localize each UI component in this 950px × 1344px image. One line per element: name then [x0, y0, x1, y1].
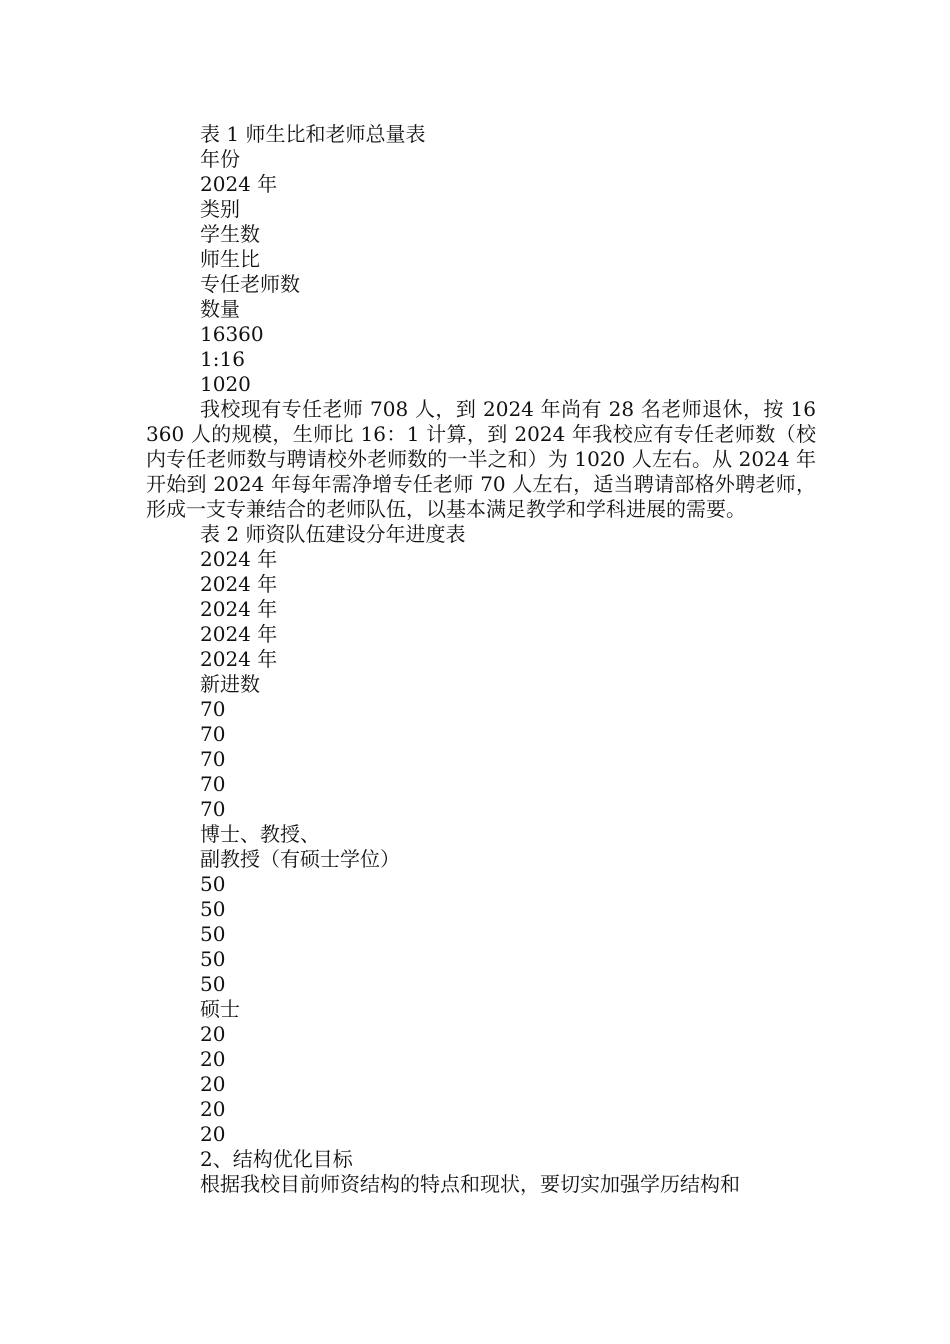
table2-doctor-label-cont: 副教授（有硕士学位） — [200, 847, 400, 871]
section-heading: 2、结构优化目标 — [200, 1147, 353, 1171]
table2-doctor-value: 50 — [200, 872, 226, 896]
table2-new-value: 70 — [200, 797, 226, 821]
table1-cell-teachers-value: 1020 — [200, 372, 251, 396]
table2-master-value: 20 — [200, 1097, 226, 1121]
table1-title: 表 1 师生比和老师总量表 — [200, 122, 426, 146]
table2-master-value: 20 — [200, 1022, 226, 1046]
table2-master-value: 20 — [200, 1047, 226, 1071]
table2-new-value: 70 — [200, 747, 226, 771]
table2-title: 表 2 师资队伍建设分年进度表 — [200, 522, 466, 546]
paragraph-teacher-plan: 我校现有专任老师 708 人，到 2024 年尚有 28 名老师退休，按 16360 人的规模，生师比 16：1 计算，到 2024 年我校应有专任老师数（校内专任老师数与聘请校外老师数的一半之和）为 1020 人左右。从 2024 年开始到 2024 年每年需净增专任老师 70 人左右，适当聘请部格外聘老师，形成一支专兼结合的老师队伍，以基本满足教学和学科进展的需要。 — [146, 397, 816, 521]
table1-cell-students-value: 16360 — [200, 322, 264, 346]
table2-new-label: 新进数 — [200, 672, 260, 696]
table2-new-value: 70 — [200, 722, 226, 746]
table1-cell-teachers-header: 专任老师数 — [200, 272, 300, 296]
table2-year: 2024 年 — [200, 547, 278, 571]
table2-doctor-value: 50 — [200, 972, 226, 996]
table2-new-value: 70 — [200, 697, 226, 721]
table1-cell-category-header: 类别 — [200, 197, 240, 221]
table1-cell-quantity-header: 数量 — [200, 297, 240, 321]
table1-cell-ratio-value: 1:16 — [200, 347, 245, 371]
table2-doctor-value: 50 — [200, 897, 226, 921]
table2-new-value: 70 — [200, 772, 226, 796]
table2-year: 2024 年 — [200, 572, 278, 596]
table2-year: 2024 年 — [200, 622, 278, 646]
table1-cell-year-value: 2024 年 — [200, 172, 278, 196]
table1-cell-year-header: 年份 — [200, 147, 240, 171]
table2-doctor-label: 博士、教授、 — [200, 822, 320, 846]
table2-master-value: 20 — [200, 1072, 226, 1096]
table2-master-label: 硕士 — [200, 997, 240, 1021]
paragraph-structure-start: 根据我校目前师资结构的特点和现状，要切实加强学历结构和 — [200, 1172, 740, 1196]
table2-year: 2024 年 — [200, 647, 278, 671]
table1-cell-students-header: 学生数 — [200, 222, 260, 246]
table2-year: 2024 年 — [200, 597, 278, 621]
document-body — [146, 122, 816, 1197]
table2-master-value: 20 — [200, 1122, 226, 1146]
table2-doctor-value: 50 — [200, 922, 226, 946]
table1-cell-ratio-header: 师生比 — [200, 247, 260, 271]
table2-doctor-value: 50 — [200, 947, 226, 971]
